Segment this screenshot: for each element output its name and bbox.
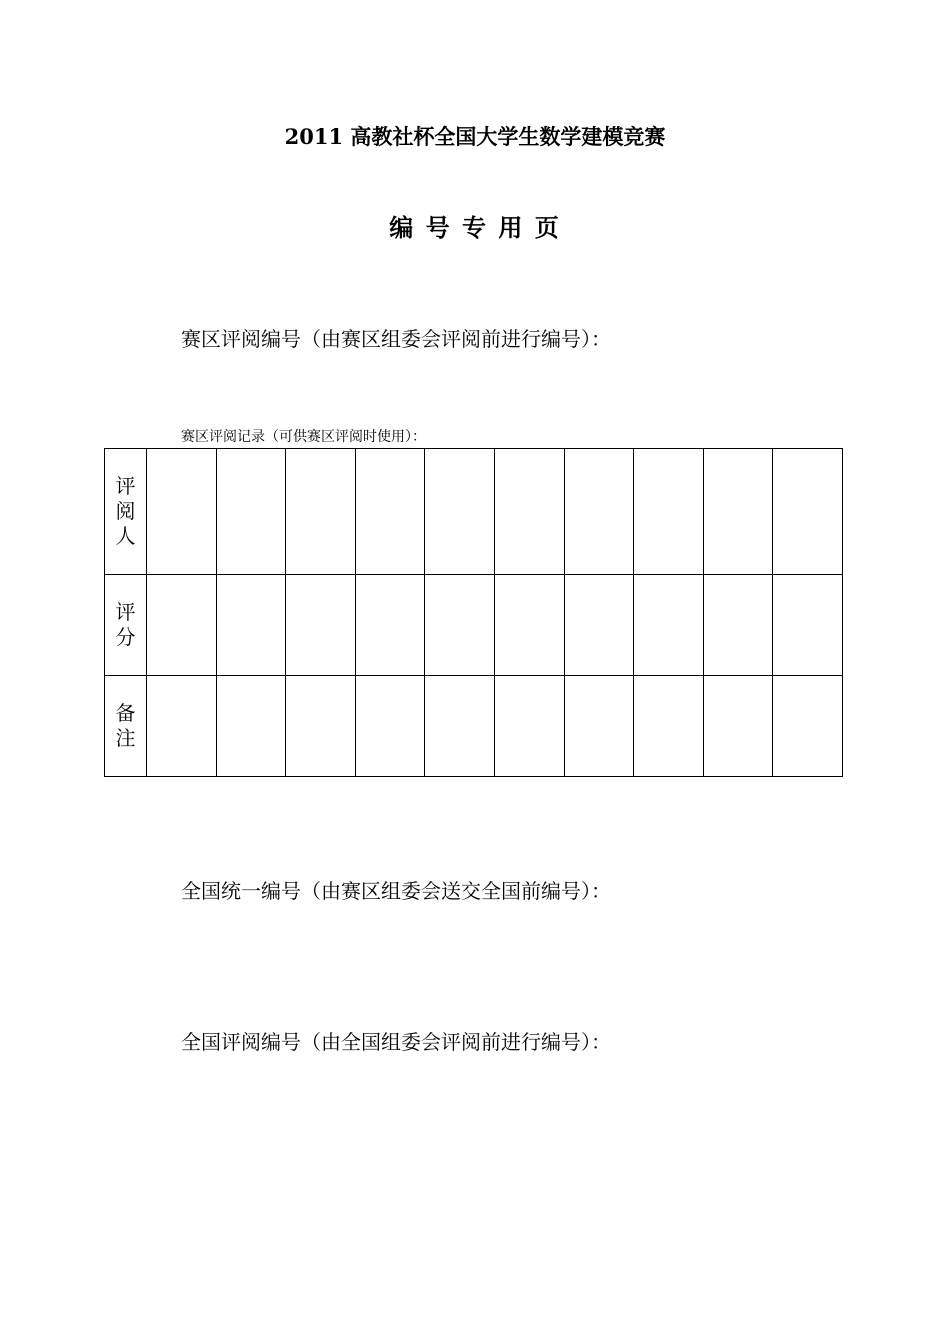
remarks-cell-1[interactable] xyxy=(147,676,217,777)
score-cell-4[interactable] xyxy=(355,575,425,676)
row-header-char: 注 xyxy=(115,726,136,750)
reviewer-cell-6[interactable] xyxy=(494,449,564,575)
row-header-char: 备 xyxy=(115,701,136,725)
remarks-cell-3[interactable] xyxy=(286,676,356,777)
document-title: 2011 高教社杯全国大学生数学建模竞赛 xyxy=(284,124,666,149)
remarks-cell-7[interactable] xyxy=(564,676,634,777)
review-record-table xyxy=(104,448,843,777)
row-score xyxy=(105,575,843,676)
remarks-cell-2[interactable] xyxy=(216,676,286,777)
score-cell-5[interactable] xyxy=(425,575,495,676)
row-header-score xyxy=(105,575,147,676)
row-header-char: 评 xyxy=(115,474,136,498)
reviewer-cell-2[interactable] xyxy=(216,449,286,575)
remarks-cell-8[interactable] xyxy=(634,676,704,777)
page-subtitle: 编 号 专 用 页 xyxy=(389,213,561,242)
reviewer-cell-10[interactable] xyxy=(773,449,843,575)
score-cell-10[interactable] xyxy=(773,575,843,676)
reviewer-cell-5[interactable] xyxy=(425,449,495,575)
score-cell-8[interactable] xyxy=(634,575,704,676)
score-cell-7[interactable] xyxy=(564,575,634,676)
record-caption: 赛区评阅记录（可供赛区评阅时使用）： xyxy=(181,429,426,445)
remarks-cell-5[interactable] xyxy=(425,676,495,777)
remarks-cell-9[interactable] xyxy=(703,676,773,777)
score-cell-3[interactable] xyxy=(286,575,356,676)
national-review-number-label: 全国评阅编号（由全国组委会评阅前进行编号）： xyxy=(181,1030,611,1054)
row-header-char: 分 xyxy=(115,625,136,649)
row-header-reviewer xyxy=(105,449,147,575)
reviewer-cell-4[interactable] xyxy=(355,449,425,575)
reviewer-cell-1[interactable] xyxy=(147,449,217,575)
remarks-cell-4[interactable] xyxy=(355,676,425,777)
score-cell-1[interactable] xyxy=(147,575,217,676)
remarks-cell-6[interactable] xyxy=(494,676,564,777)
score-cell-2[interactable] xyxy=(216,575,286,676)
row-header-char: 阅 xyxy=(115,499,136,523)
reviewer-cell-3[interactable] xyxy=(286,449,356,575)
reviewer-cell-8[interactable] xyxy=(634,449,704,575)
reviewer-cell-9[interactable] xyxy=(703,449,773,575)
regional-number-label: 赛区评阅编号（由赛区组委会评阅前进行编号）： xyxy=(181,327,611,351)
remarks-cell-10[interactable] xyxy=(773,676,843,777)
reviewer-cell-7[interactable] xyxy=(564,449,634,575)
row-header-char: 评 xyxy=(115,600,136,624)
score-cell-6[interactable] xyxy=(494,575,564,676)
national-unified-number-label: 全国统一编号（由赛区组委会送交全国前编号）： xyxy=(181,879,611,903)
row-reviewer xyxy=(105,449,843,575)
row-header-char: 人 xyxy=(115,524,136,548)
row-remarks xyxy=(105,676,843,777)
score-cell-9[interactable] xyxy=(703,575,773,676)
row-header-remarks xyxy=(105,676,147,777)
